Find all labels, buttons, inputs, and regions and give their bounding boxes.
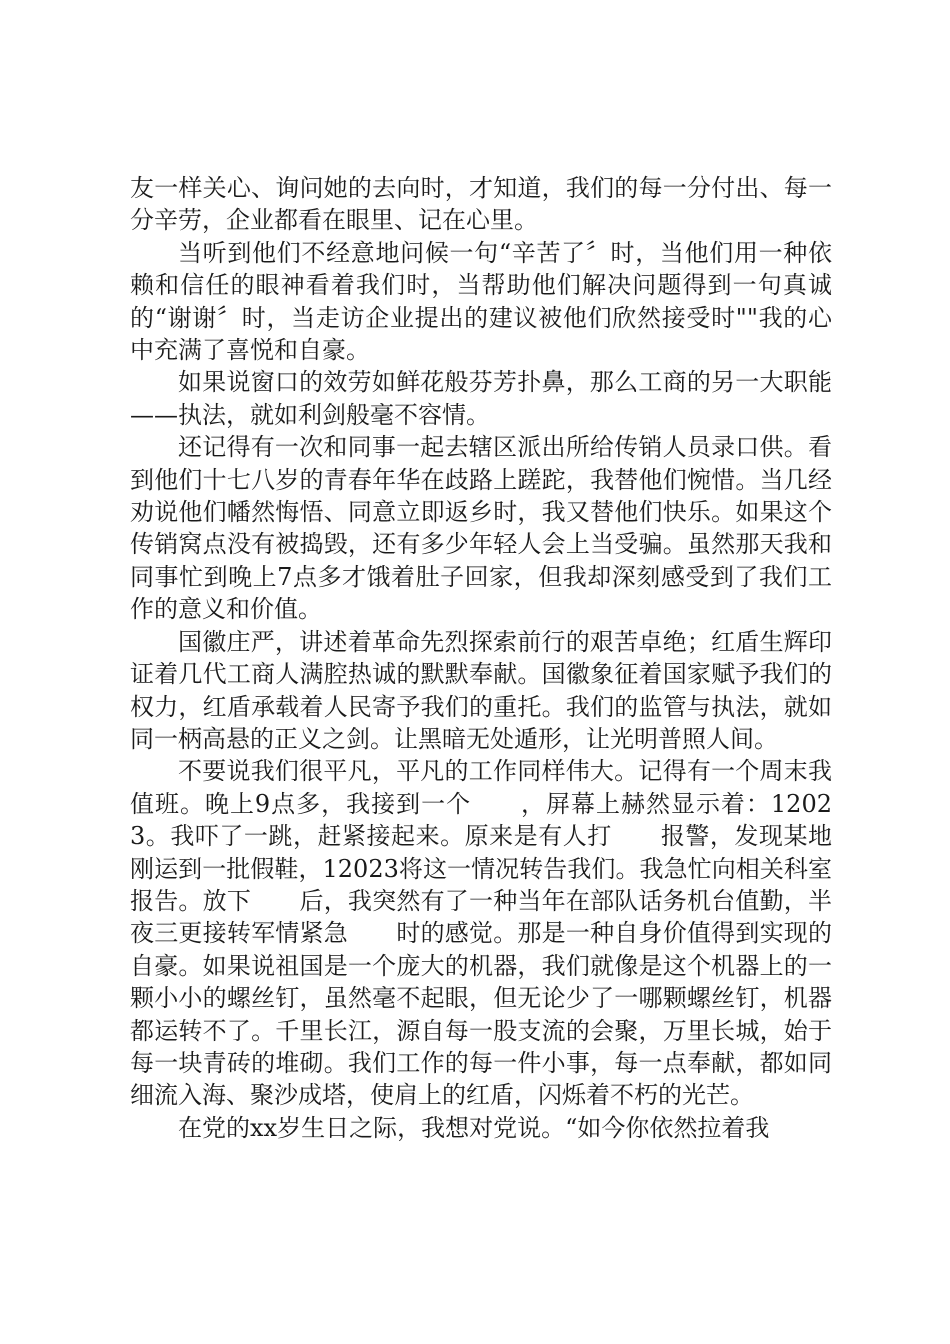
paragraph: 在党的xx岁生日之际，我想对党说。“如今你依然拉着我 (178, 1113, 770, 1142)
paragraph: 当听到他们不经意地问候一句“辛苦了〞时，当他们用一种依赖和信任的眼神看着我们时，当帮助他们解决问题得到一句真诚的“谢谢〞时，当走访企业提出的建议被他们欣然接受时""我的心中充满了喜悦和自豪。 (130, 238, 832, 365)
paragraph: 友一样关心、询问她的去向时，才知道，我们的每一分付出、每一分辛劳，企业都看在眼里、记在心里。 (130, 174, 832, 235)
paragraph: 不要说我们很平凡，平凡的工作同样伟大。记得有一个周末我值班。晚上9点多，我接到一个 ，屏幕上赫然显示着：12023。我吓了一跳，赶紧接起来。原来是有人打 报警，发现某地刚运到一批假鞋，12023将这一情况转告我们。我急忙向相关科室报告。放下 后，我突然有了一种当年在部队话务机台值勤，半夜三更接转军情紧急 时的感觉。那是一种自身价值得到实现的自豪。如果说祖国是一个庞大的机器，我们就像是这个机器上的一颗小小的螺丝钉，虽然毫不起眼，但无论少了一哪颗螺丝钉，机器都运转不了。千里长江，源自每一股支流的会聚，万里长城，始于每一块青砖的堆砌。我们工作的每一件小事，每一点奉献，都如同细流入海、聚沙成塔，使肩上的红盾，闪烁着不朽的光芒。 (130, 757, 832, 1110)
paragraph: 还记得有一次和同事一起去辖区派出所给传销人员录口供。看到他们十七八岁的青春年华在歧路上蹉跎，我替他们惋惜。当几经劝说他们幡然悔悟、同意立即返乡时，我又替他们快乐。如果这个传销窝点没有被捣毁，还有多少年轻人会上当受骗。虽然那天我和同事忙到晚上7点多才饿着肚子回家，但我却深刻感受到了我们工作的意义和价值。 (130, 433, 832, 624)
body-text (130, 172, 832, 1144)
paragraph: 国徽庄严，讲述着革命先烈探索前行的艰苦卓绝；红盾生辉印证着几代工商人满腔热诚的默默奉献。国徽象征着国家赋予我们的权力，红盾承载着人民寄予我们的重托。我们的监管与执法，就如同一柄高悬的正义之剑。让黑暗无处遁形，让光明普照人间。 (130, 627, 832, 753)
paragraph: 如果说窗口的效劳如鲜花般芬芳扑鼻，那么工商的另一大职能——执法，就如利剑般毫不容情。 (130, 368, 832, 429)
